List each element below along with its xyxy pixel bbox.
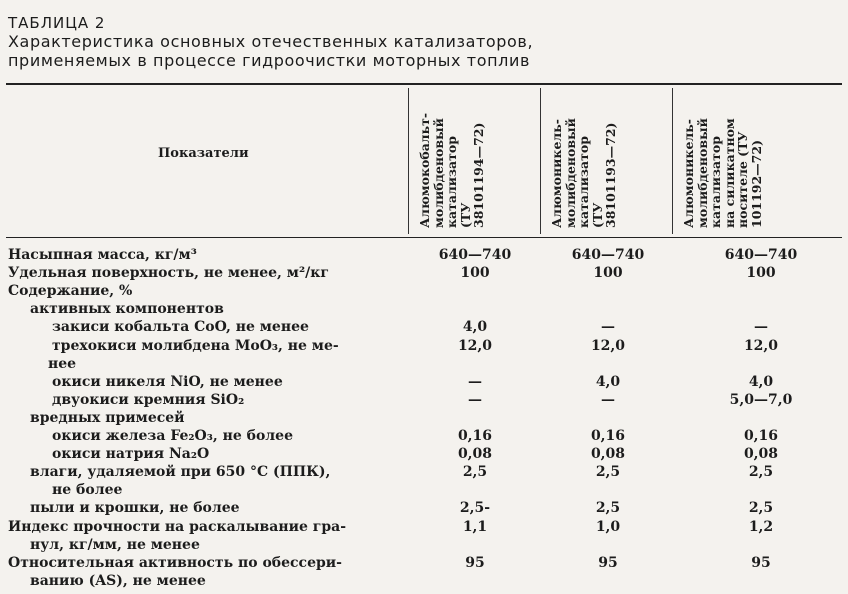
cell-value: — xyxy=(601,391,615,408)
table-row xyxy=(0,409,848,427)
cell-value: 640—740 xyxy=(724,247,798,263)
row-label: влаги, удаляемой при 650 °C (ППК), xyxy=(30,464,331,481)
table-row xyxy=(0,572,848,590)
cell-value: 1,2 xyxy=(748,518,774,535)
table-row xyxy=(0,499,848,517)
cell-value: 5,0—7,0 xyxy=(729,391,793,408)
cell-value: 95 xyxy=(598,554,618,571)
table-row xyxy=(0,427,848,445)
row-label: окиси никеля NiO, не менее xyxy=(52,373,283,390)
table-row xyxy=(0,518,848,536)
cell-value: 2,5- xyxy=(459,500,491,517)
row-label: двуокиси кремния SiO₂ xyxy=(52,391,245,408)
row-label: Насыпная масса, кг/м³ xyxy=(8,247,197,263)
cell-value: 100 xyxy=(460,265,490,282)
cell-value: 1,0 xyxy=(595,518,621,535)
row-label: ванию (AS), не менее xyxy=(30,572,206,589)
table-row xyxy=(0,373,848,391)
cell-value: 0,08 xyxy=(590,446,626,463)
column-divider xyxy=(408,88,409,234)
column-header-3: Алюмоникель- молибденовый катализатор на силикатном носителе (ТУ 101192—72) xyxy=(681,118,764,228)
row-label: нее xyxy=(48,355,77,372)
row-label: Удельная поверхность, не менее, м²/кг xyxy=(8,265,329,282)
cell-value: 4,0 xyxy=(462,319,488,336)
row-label: пыли и крошки, не более xyxy=(30,500,240,517)
row-label: активных компонентов xyxy=(30,301,224,318)
row-label: трехокиси молибдена MoO₃, не ме- xyxy=(52,337,339,354)
cell-value: — xyxy=(601,319,615,336)
cell-value: — xyxy=(468,391,482,408)
cell-value: 0,08 xyxy=(457,446,493,463)
cell-value: 12,0 xyxy=(743,337,779,354)
table-number: ТАБЛИЦА 2 xyxy=(8,14,106,32)
cell-value: — xyxy=(754,319,768,336)
cell-value: — xyxy=(468,373,482,390)
cell-value: 640—740 xyxy=(438,247,512,263)
table-row xyxy=(0,300,848,318)
cell-value: 0,16 xyxy=(590,428,626,444)
row-label: не более xyxy=(52,482,123,499)
cell-value: 2,5 xyxy=(748,500,774,517)
table-row xyxy=(0,481,848,499)
cell-value: 2,5 xyxy=(462,464,488,481)
cell-value: 0,16 xyxy=(743,428,779,444)
row-label: вредных примесей xyxy=(30,409,185,426)
table-row xyxy=(0,264,848,282)
cell-value: 1,1 xyxy=(462,518,488,535)
top-rule xyxy=(6,83,842,85)
cell-value: 4,0 xyxy=(748,373,774,390)
table-row xyxy=(0,554,848,572)
table-row xyxy=(0,337,848,355)
header-rule xyxy=(6,237,842,238)
table-row xyxy=(0,391,848,409)
row-label: Содержание, % xyxy=(8,283,133,300)
table-title-line-2: применяемых в процессе гидроочистки моторных топлив xyxy=(8,51,531,70)
table-row xyxy=(0,246,848,264)
cell-value: 0,16 xyxy=(457,428,493,444)
column-header-1: Алюмокобальт- молибденовый катализатор (ТУ 38101194—72) xyxy=(417,112,486,228)
row-label: окиси натрия Na₂O xyxy=(52,446,210,463)
table-row xyxy=(0,463,848,481)
cell-value: 2,5 xyxy=(595,500,621,517)
cell-value: 12,0 xyxy=(590,337,626,354)
table-title-line-1: Характеристика основных отечественных катализаторов, xyxy=(8,32,534,51)
cell-value: 100 xyxy=(746,265,776,282)
row-header: Показатели xyxy=(158,146,249,161)
row-label: окиси железа Fe₂O₃, не более xyxy=(52,428,293,444)
cell-value: 2,5 xyxy=(748,464,774,481)
table-row xyxy=(0,445,848,463)
cell-value: 100 xyxy=(593,265,623,282)
column-header-2: Алюмоникель- молибденовый катализатор (ТУ 38101193—72) xyxy=(549,118,618,228)
cell-value: 0,08 xyxy=(743,446,779,463)
cell-value: 95 xyxy=(465,554,485,571)
table-row xyxy=(0,318,848,336)
cell-value: 2,5 xyxy=(595,464,621,481)
row-label: закиси кобальта CoO, не менее xyxy=(52,319,309,336)
table-row xyxy=(0,282,848,300)
cell-value: 95 xyxy=(751,554,771,571)
table-header xyxy=(8,14,533,70)
row-label: Относительная активность по обессери- xyxy=(8,554,342,571)
cell-value: 4,0 xyxy=(595,373,621,390)
column-divider xyxy=(672,88,673,234)
column-divider xyxy=(540,88,541,234)
cell-value: 12,0 xyxy=(457,337,493,354)
row-label: нул, кг/мм, не менее xyxy=(30,536,200,553)
table-row xyxy=(0,355,848,373)
row-label: Индекс прочности на раскалывание гра- xyxy=(8,518,347,535)
table-row xyxy=(0,536,848,554)
cell-value: 640—740 xyxy=(571,247,645,263)
